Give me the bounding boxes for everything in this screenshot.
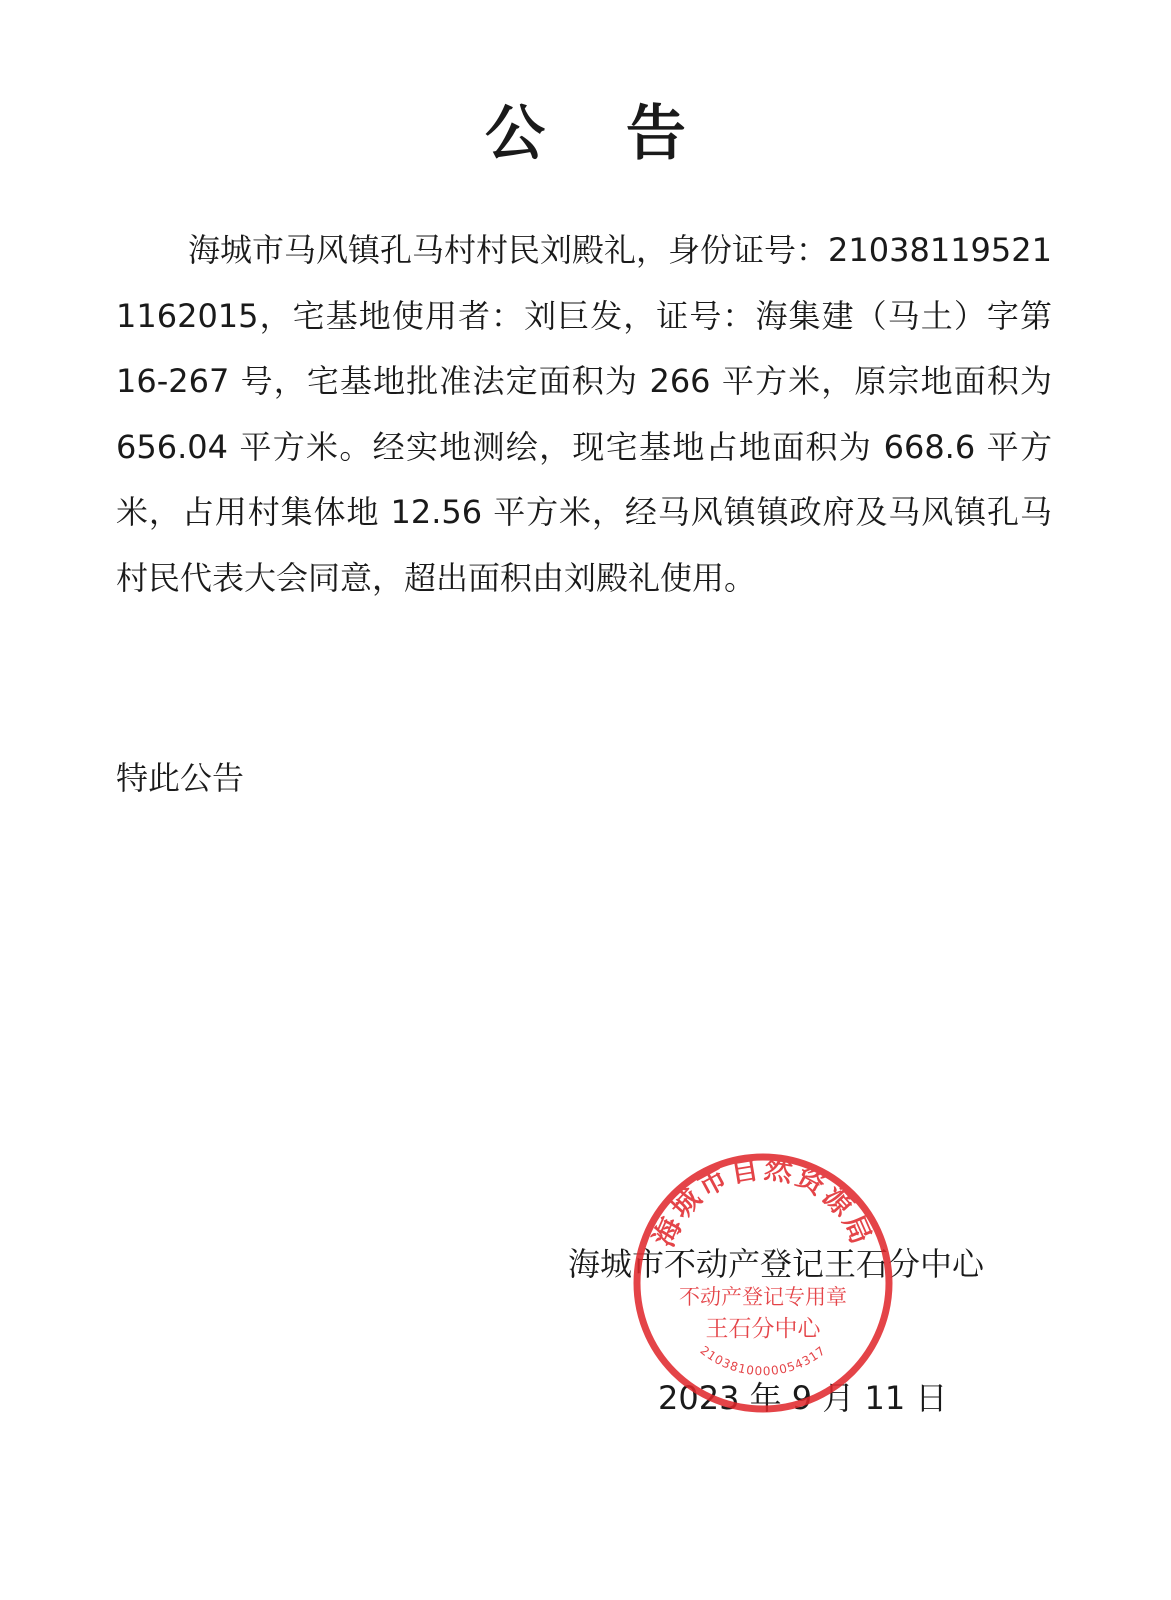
issuing-authority: 海城市不动产登记王石分中心 [568,1245,985,1283]
seal-line1-text: 不动产登记专用章 [679,1285,847,1309]
seal-top-arc-text: 海城市自然资源局 [646,1151,880,1252]
official-seal [628,1148,898,1418]
announcement-body: 海城市马风镇孔马村村民刘殿礼，身份证号：210381195211162015，宅基地使用者：刘巨发，证号：海集建（马土）字第 16-267 号，宅基地批准法定面积为 266 平方米，原宗地面积为 656.04 平方米。经实地测绘，现宅基地占地面积为 668.6 平方米，占用村集体地 12.56 平方米，经马风镇镇政府及马风镇孔马村民代表大会同意，超出面积由刘殿礼使用。 [116,231,1052,597]
closing-line: 特此公告 [116,759,245,797]
document-title: 公 告 [485,99,716,169]
seal-line2-text: 王石分中心 [705,1316,821,1342]
issue-date: 2023 年 9 月 11 日 [658,1379,948,1417]
seal-bottom-arc-text: 2103810000054317 [697,1343,829,1379]
